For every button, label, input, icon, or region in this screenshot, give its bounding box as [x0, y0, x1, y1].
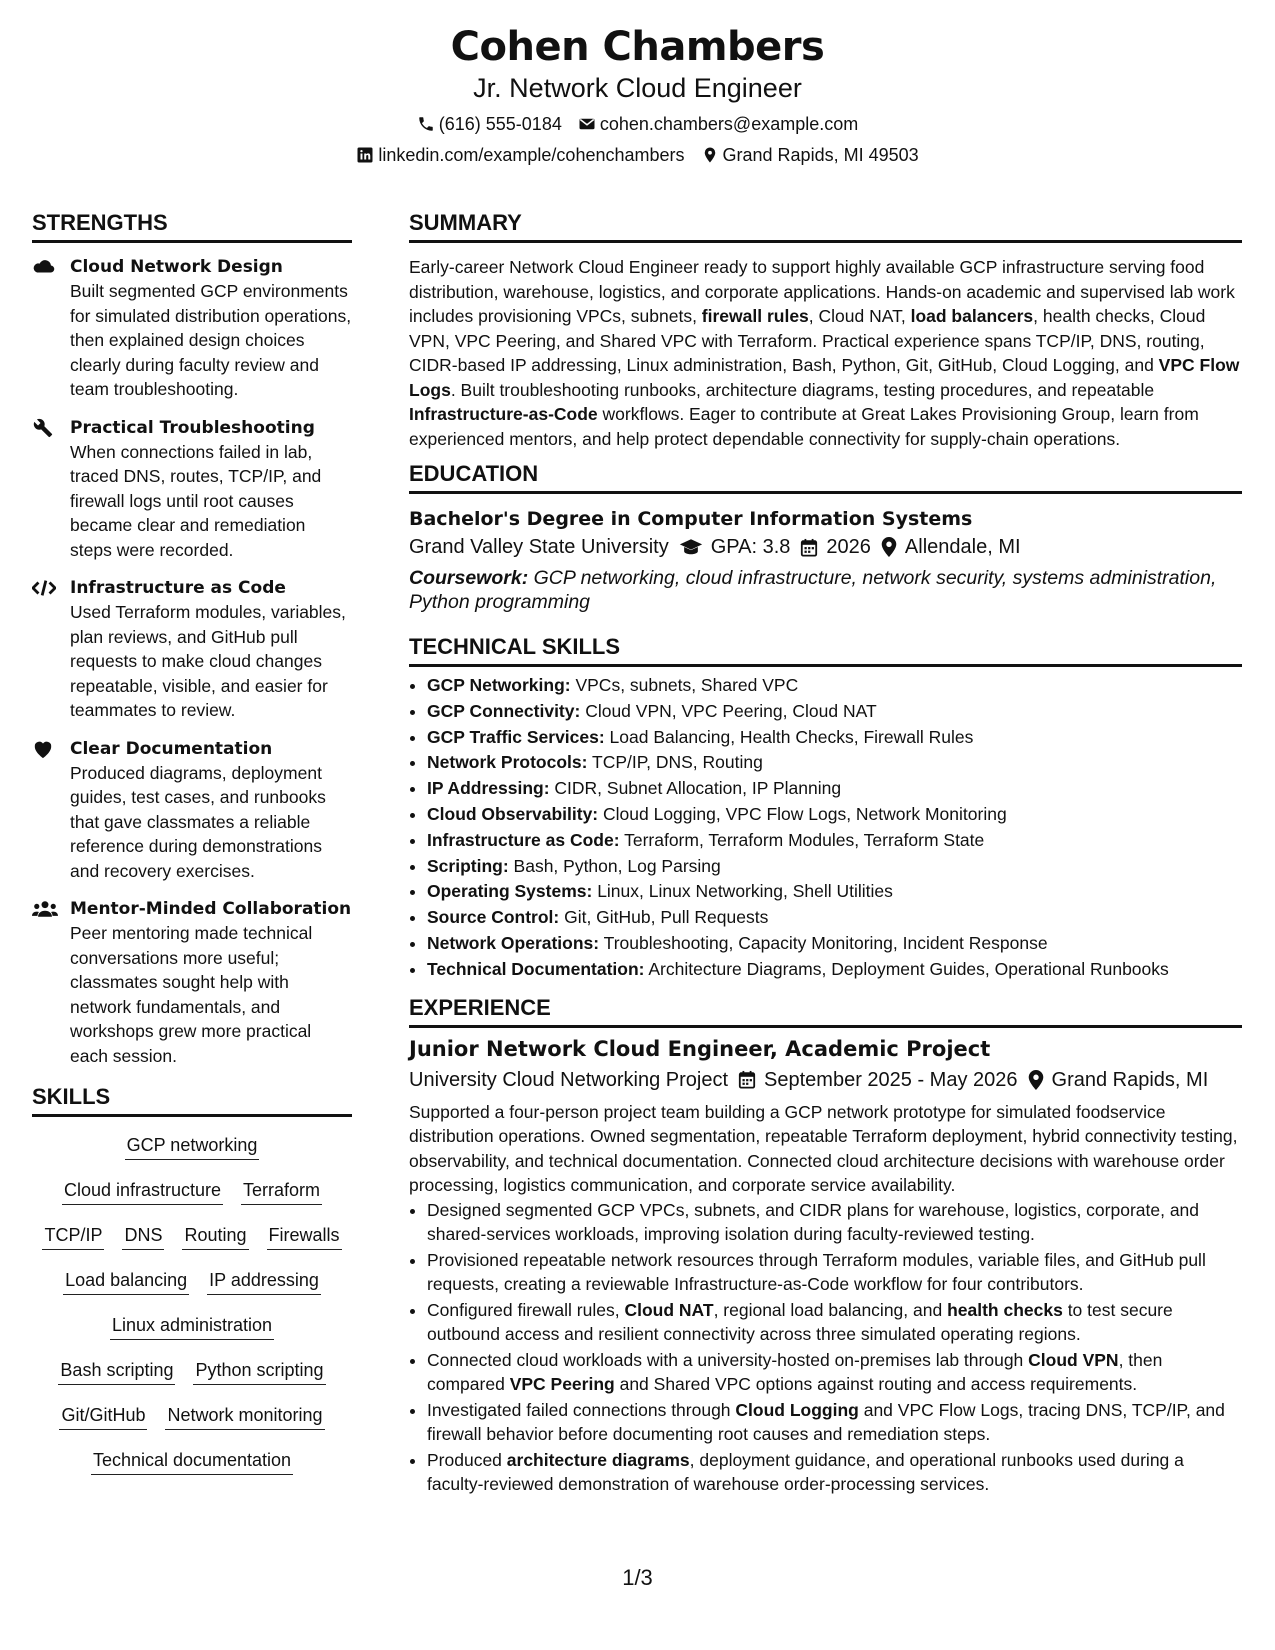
skill-tag: DNS — [122, 1223, 164, 1250]
skill-tag: Terraform — [241, 1178, 322, 1205]
skill-tag: Routing — [182, 1223, 248, 1250]
text-segment: Early-career Network Cloud Engineer ready to support highly available GCP infrastructure serving food distribution, warehouse, logistics, and corporate applications. Hands-on academic and supervised lab work includes provisioning VPCs, subnets, — [409, 257, 1235, 326]
envelope-icon — [578, 115, 596, 133]
text-segment: Configured firewall rules, — [427, 1299, 625, 1320]
contact-row-1 — [0, 113, 1275, 135]
email-text: cohen.chambers@example.com — [599, 114, 859, 134]
experience-bullets — [409, 1198, 1242, 1497]
skill-category: Infrastructure as Code: — [427, 829, 620, 850]
skill-category: GCP Connectivity: — [427, 700, 581, 721]
emphasized-text: architecture diagrams — [506, 1449, 690, 1470]
experience-bullet — [427, 1298, 1242, 1347]
code-icon — [32, 578, 56, 598]
strength-description: Used Terraform modules, variables, plan reviews, and GitHub pull requests to make cloud changes repeatable, visible, and easier for teammates to review. — [70, 602, 346, 720]
candidate-name: Cohen Chambers — [450, 24, 825, 70]
skill-tag: Cloud infrastructure — [62, 1178, 223, 1205]
skills-row — [32, 1313, 352, 1340]
skill-category: Technical Documentation: — [427, 958, 645, 979]
education-details — [409, 532, 1242, 562]
skill-values: Linux, Linux Networking, Shell Utilities — [592, 881, 893, 902]
skills-row — [32, 1223, 352, 1250]
contact-row-2 — [0, 144, 1275, 166]
resume-header — [0, 22, 1275, 166]
strength-description: Built segmented GCP environments for simulated distribution operations, then explained design choices clearly during faculty review and team troubleshooting. — [70, 281, 352, 399]
text-segment: to test secure outbound access and resilient connectivity across three simulated operating regions. — [427, 1299, 1173, 1345]
text-segment: , then compared — [427, 1349, 1163, 1395]
graduation-year-item — [800, 532, 871, 562]
skill-tag: Git/GitHub — [59, 1403, 147, 1430]
location-contact — [701, 144, 919, 166]
skills-heading: SKILLS — [32, 1084, 111, 1109]
job-location: Grand Rapids, MI — [1051, 1068, 1209, 1091]
skills-row — [32, 1403, 352, 1430]
skill-category: Network Operations: — [427, 932, 600, 953]
text-segment: Investigated failed connections through — [427, 1399, 736, 1420]
coursework — [409, 566, 1242, 614]
technical-skill-item — [427, 673, 1242, 699]
map-pin-icon — [881, 537, 897, 557]
emphasized-text: health checks — [947, 1299, 1063, 1320]
calendar-icon — [738, 1070, 756, 1089]
strength-title: Mentor-Minded Collaboration — [70, 899, 352, 919]
linkedin-contact[interactable] — [356, 144, 684, 166]
skill-category: GCP Traffic Services: — [427, 726, 605, 747]
skills-row — [32, 1178, 352, 1205]
strength-title: Infrastructure as Code — [70, 578, 286, 598]
skill-tag: Firewalls — [267, 1223, 342, 1250]
graduation-cap-icon — [679, 538, 703, 556]
map-pin-icon — [1028, 1070, 1044, 1090]
phone-icon — [417, 115, 435, 133]
skill-category: Source Control: — [427, 907, 560, 928]
skill-tag: Technical documentation — [91, 1448, 293, 1475]
strength-item — [32, 897, 352, 1068]
technical-skill-item — [427, 828, 1242, 854]
skill-values: Cloud Logging, VPC Flow Logs, Network Monitoring — [598, 803, 1007, 824]
experience-bullet — [427, 1398, 1242, 1447]
skill-values: Load Balancing, Health Checks, Firewall Rules — [604, 726, 974, 747]
education-heading: EDUCATION — [409, 461, 539, 486]
strength-title: Clear Documentation — [70, 738, 273, 759]
left-column — [32, 208, 352, 1475]
technical-skills-heading: TECHNICAL SKILLS — [409, 634, 621, 659]
emphasized-text: load balancers — [910, 306, 1034, 326]
text-segment: and Shared VPC options against routing and access requirements. — [614, 1374, 1138, 1395]
emphasized-text: Cloud Logging — [735, 1399, 859, 1420]
job-title: Junior Network Cloud Engineer, Academic Project — [409, 1036, 991, 1061]
experience-bullet — [427, 1448, 1242, 1497]
emphasized-text: Cloud NAT — [624, 1299, 714, 1320]
emphasized-text: Infrastructure-as-Code — [409, 404, 598, 424]
technical-skill-item — [427, 931, 1242, 957]
skill-tag: TCP/IP — [42, 1223, 104, 1250]
skill-values: CIDR, Subnet Allocation, IP Planning — [549, 778, 842, 799]
school-location-item — [881, 532, 1021, 562]
skill-tag: IP addressing — [207, 1268, 321, 1295]
gpa-text: GPA: 3.8 — [710, 536, 791, 558]
phone-contact — [417, 113, 562, 135]
school-location: Allendale, MI — [904, 536, 1021, 558]
summary-text — [409, 255, 1242, 451]
text-segment: , regional load balancing, and — [713, 1299, 948, 1320]
location-text: Grand Rapids, MI 49503 — [722, 145, 919, 165]
skill-category: Scripting: — [427, 855, 509, 876]
skills-row — [32, 1133, 352, 1160]
skill-category: Operating Systems: — [427, 881, 593, 902]
cloud-icon — [32, 257, 56, 277]
school-name: Grand Valley State University — [409, 536, 669, 558]
job-intro: Supported a four-person project team building a GCP network prototype for simulated foodservice distribution operations. Owned segmentation, repeatable Terraform deployment, hybrid connectivity testing, observability, and technical documentation. Connected cloud architecture decisions with warehouse order processing, logistics communication, and corporate service availability. — [409, 1101, 1238, 1196]
skill-category: Network Protocols: — [427, 752, 588, 773]
skill-values: Bash, Python, Log Parsing — [508, 855, 721, 876]
technical-skill-item — [427, 905, 1242, 931]
technical-skills-list — [409, 673, 1242, 983]
experience-bullet — [427, 1248, 1242, 1297]
emphasized-text: Cloud VPN — [1028, 1349, 1119, 1370]
emphasized-text: VPC Flow Logs — [409, 355, 1240, 400]
skills-row — [32, 1448, 352, 1475]
text-segment: . Built troubleshooting runbooks, architecture diagrams, testing procedures, and repeatable — [450, 379, 1155, 400]
text-segment: Designed segmented GCP VPCs, subnets, and CIDR plans for warehouse, logistics, corporate, and shared-services workloads, improving isolation during faculty-reviewed testing. — [427, 1199, 1200, 1245]
emphasized-text: firewall rules — [701, 306, 809, 326]
skill-category: IP Addressing: — [427, 778, 550, 799]
text-segment: workflows. Eager to contribute at Great Lakes Provisioning Group, learn from experienced mentors, and help protect dependable connectivity for supply-chain operations. — [409, 404, 1199, 449]
text-segment: Produced — [427, 1449, 507, 1470]
technical-skill-item — [427, 879, 1242, 905]
skill-tag: Load balancing — [63, 1268, 189, 1295]
calendar-icon — [800, 538, 818, 557]
wrench-icon — [32, 418, 54, 438]
experience-divider — [409, 1025, 1242, 1028]
users-icon — [32, 899, 58, 919]
heart-icon — [32, 739, 54, 759]
skill-tag: Network monitoring — [165, 1403, 324, 1430]
candidate-title: Jr. Network Cloud Engineer — [473, 73, 802, 103]
strength-description: Produced diagrams, deployment guides, test cases, and runbooks that gave classmates a reliable reference during demonstrations and recovery exercises. — [70, 762, 326, 881]
education-divider — [409, 491, 1242, 494]
technical-skill-item — [427, 854, 1242, 880]
email-contact[interactable] — [578, 113, 858, 135]
coursework-list: GCP networking, cloud infrastructure, network security, systems administration, Python programming — [409, 567, 1217, 613]
skills-divider — [32, 1114, 352, 1117]
right-column — [409, 208, 1242, 1498]
technical-skill-item — [427, 802, 1242, 828]
skill-values: Troubleshooting, Capacity Monitoring, Incident Response — [599, 932, 1048, 953]
skill-tag: Python scripting — [193, 1358, 325, 1385]
emphasized-text: VPC Peering — [509, 1374, 615, 1395]
job-dates: September 2025 - May 2026 — [764, 1068, 1018, 1091]
degree-title: Bachelor's Degree in Computer Information Systems — [409, 508, 973, 530]
organization-name: University Cloud Networking Project — [409, 1068, 729, 1091]
gpa-item — [679, 532, 791, 562]
phone-text: (616) 555-0184 — [438, 114, 562, 134]
coursework-label: Coursework: — [409, 567, 529, 589]
text-segment: Provisioned repeatable network resources through Terraform modules, variable files, and GitHub pull requests, creating a reviewable Infrastructure-as-Code workflow for four contributors. — [427, 1249, 1206, 1295]
linkedin-text: linkedin.com/example/cohenchambers — [378, 145, 685, 165]
experience-bullet — [427, 1198, 1242, 1247]
strength-description: Peer mentoring made technical conversations more useful; classmates sought help with network fundamentals, and workshops grew more practical each session. — [70, 923, 313, 1066]
strengths-heading: STRENGTHS — [32, 210, 168, 235]
text-segment: , health checks, Cloud VPN, VPC Peering, and Shared VPC with Terraform. Practical experience spans TCP/IP, DNS, routing, CIDR-based IP addressing, Linux administration, Bash, Python, Git, GitHub, Cloud Logging, and — [409, 306, 1206, 375]
technical-skills-divider — [409, 664, 1242, 667]
skill-values: Cloud VPN, VPC Peering, Cloud NAT — [580, 700, 877, 721]
page-number: 1/3 — [622, 1565, 653, 1590]
strengths-divider — [32, 240, 352, 243]
skills-row — [32, 1358, 352, 1385]
summary-heading: SUMMARY — [409, 210, 522, 235]
text-segment: , Cloud NAT, — [808, 306, 911, 326]
job-details — [409, 1064, 1242, 1096]
technical-skill-item — [427, 776, 1242, 802]
skill-values: Architecture Diagrams, Deployment Guides, Operational Runbooks — [644, 958, 1169, 979]
technical-skill-item — [427, 699, 1242, 725]
skill-values: Git, GitHub, Pull Requests — [559, 907, 769, 928]
technical-skill-item — [427, 957, 1242, 983]
job-location-item — [1028, 1064, 1209, 1096]
job-dates-item — [738, 1064, 1018, 1096]
text-segment: , deployment guidance, and operational runbooks used during a faculty-reviewed demonstration of warehouse order-processing services. — [427, 1449, 1184, 1495]
strength-item — [32, 255, 352, 402]
strength-item — [32, 737, 352, 884]
skills-cloud — [32, 1129, 352, 1475]
skills-row — [32, 1268, 352, 1295]
skill-values: TCP/IP, DNS, Routing — [587, 752, 763, 773]
strength-item — [32, 416, 352, 563]
technical-skill-item — [427, 750, 1242, 776]
skill-category: Cloud Observability: — [427, 803, 599, 824]
text-segment: Connected cloud workloads with a university-hosted on-premises lab through — [427, 1349, 1029, 1370]
experience-bullet — [427, 1348, 1242, 1397]
skill-values: Terraform, Terraform Modules, Terraform State — [619, 829, 985, 850]
skill-tag: Linux administration — [110, 1313, 274, 1340]
skill-tag: GCP networking — [125, 1133, 260, 1160]
map-pin-icon — [701, 146, 719, 164]
linkedin-icon — [356, 146, 374, 164]
technical-skill-item — [427, 725, 1242, 751]
text-segment: and VPC Flow Logs, tracing DNS, TCP/IP, and firewall behavior before documenting root causes and remediation steps. — [427, 1399, 1225, 1445]
summary-divider — [409, 240, 1242, 243]
experience-heading: EXPERIENCE — [409, 994, 551, 1020]
strength-item — [32, 576, 352, 723]
strength-title: Cloud Network Design — [70, 257, 283, 277]
strength-title: Practical Troubleshooting — [70, 417, 315, 438]
graduation-year: 2026 — [826, 536, 871, 558]
skill-values: VPCs, subnets, Shared VPC — [570, 675, 799, 695]
skill-category: GCP Networking: — [427, 675, 571, 695]
skill-tag: Bash scripting — [58, 1358, 175, 1385]
strength-description: When connections failed in lab, traced DNS, routes, TCP/IP, and firewall logs until root causes became clear and remediation steps were recorded. — [70, 441, 322, 560]
